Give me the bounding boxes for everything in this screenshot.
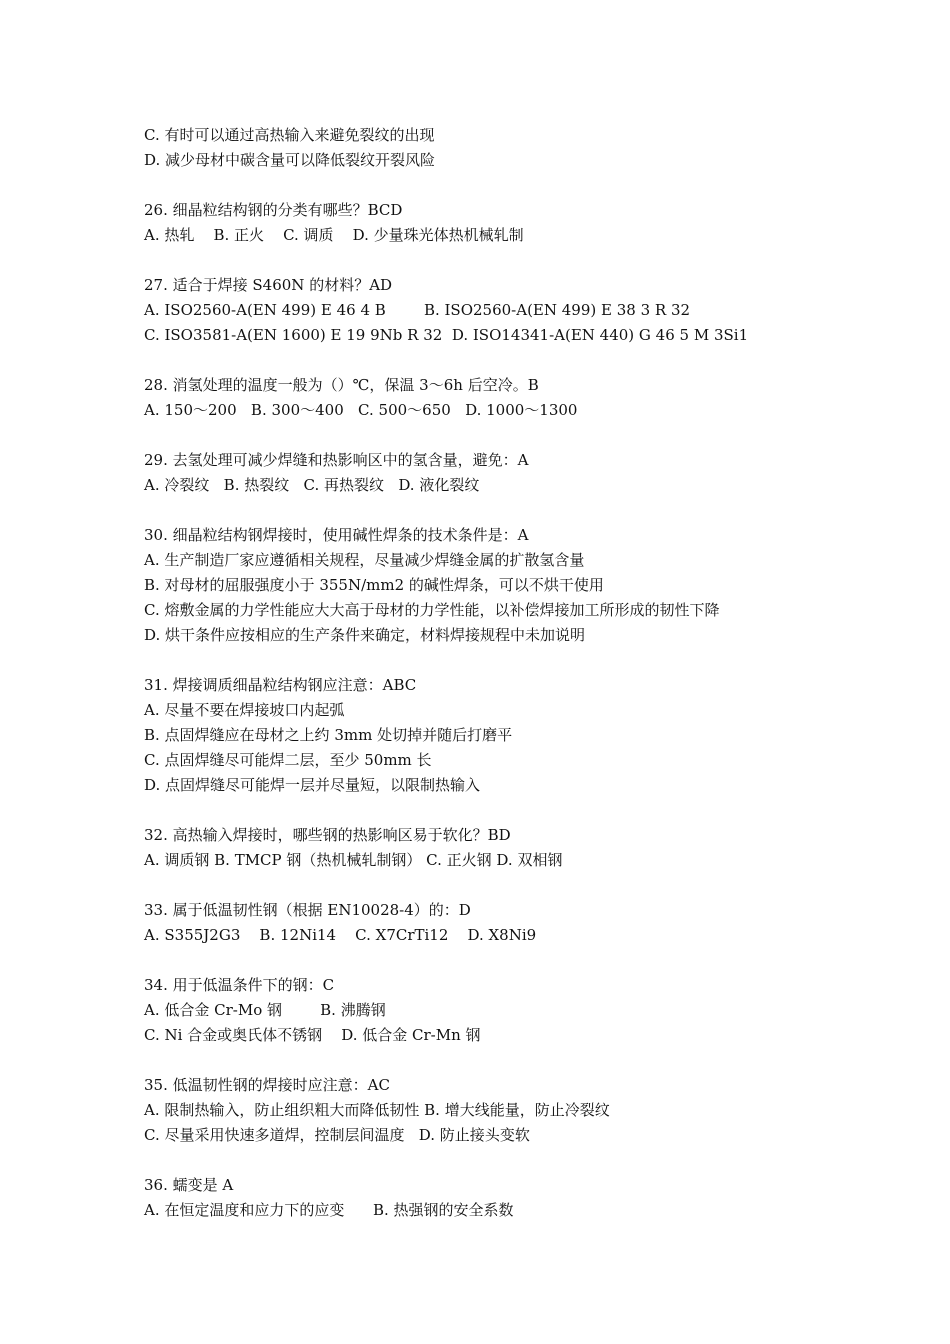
- question-line: 29. 去氢处理可减少焊缝和热影响区中的氢含量，避免：A: [144, 451, 529, 469]
- document-page: [144, 123, 924, 1223]
- text-line: A. ISO2560-A(EN 499) E 46 4 B B. ISO2560-A(EN 499) E 38 3 R 32: [144, 301, 691, 319]
- paragraph-gap: [144, 248, 924, 273]
- question-line: 36. 蠕变是 A: [144, 1176, 234, 1194]
- text-line: C. 熔敷金属的力学性能应大大高于母材的力学性能，以补偿焊接加工所形成的韧性下降: [144, 601, 720, 619]
- text-line: B. 点固焊缝应在母材之上约 3mm 处切掉并随后打磨平: [144, 726, 513, 744]
- text-line: A. 调质钢 B. TMCP 钢（热机械轧制钢） C. 正火钢 D. 双相钢: [144, 851, 563, 869]
- paragraph-gap: [144, 423, 924, 448]
- question-line: 30. 细晶粒结构钢焊接时，使用碱性焊条的技术条件是：A: [144, 526, 529, 544]
- text-line: A. 生产制造厂家应遵循相关规程，尽量减少焊缝金属的扩散氢含量: [144, 551, 585, 569]
- text-line: A. S355J2G3 B. 12Ni14 C. X7CrTi12 D. X8Ni9: [144, 926, 537, 944]
- paragraph-gap: [144, 798, 924, 823]
- text-line: A. 尽量不要在焊接坡口内起弧: [144, 701, 345, 719]
- paragraph-gap: [144, 498, 924, 523]
- paragraph-gap: [144, 1148, 924, 1173]
- text-line: C. ISO3581-A(EN 1600) E 19 9Nb R 32 D. ISO14341-A(EN 440) G 46 5 M 3Si1: [144, 326, 749, 344]
- question-line: 34. 用于低温条件下的钢：C: [144, 976, 335, 994]
- paragraph-gap: [144, 873, 924, 898]
- text-line: B. 对母材的屈服强度小于 355N/mm2 的碱性焊条，可以不烘干使用: [144, 576, 604, 594]
- text-line: C. 尽量采用快速多道焊，控制层间温度 D. 防止接头变软: [144, 1126, 530, 1144]
- text-line: A. 150～200 B. 300～400 C. 500～650 D. 1000～1300: [144, 401, 578, 419]
- text-line: D. 烘干条件应按相应的生产条件来确定，材料焊接规程中未加说明: [144, 626, 586, 644]
- text-line: A. 在恒定温度和应力下的应变 B. 热强钢的安全系数: [144, 1201, 514, 1219]
- paragraph-gap: [144, 948, 924, 973]
- question-line: 32. 高热输入焊接时，哪些钢的热影响区易于软化？BD: [144, 826, 511, 844]
- paragraph-gap: [144, 1048, 924, 1073]
- text-line: A. 低合金 Cr-Mo 钢 B. 沸腾钢: [144, 1001, 386, 1019]
- question-line: 28. 消氢处理的温度一般为（）℃，保温 3～6h 后空冷。B: [144, 376, 539, 394]
- question-line: 35. 低温韧性钢的焊接时应注意：AC: [144, 1076, 390, 1094]
- text-line: C. 点固焊缝尽可能焊二层，至少 50mm 长: [144, 751, 432, 769]
- text-line: A. 热轧 B. 正火 C. 调质 D. 少量珠光体热机械轧制: [144, 226, 524, 244]
- text-line: C. 有时可以通过高热输入来避免裂纹的出现: [144, 126, 435, 144]
- paragraph-gap: [144, 648, 924, 673]
- question-line: 26. 细晶粒结构钢的分类有哪些？BCD: [144, 201, 403, 219]
- question-line: 27. 适合于焊接 S460N 的材料？AD: [144, 276, 393, 294]
- text-line: A. 限制热输入，防止组织粗大而降低韧性 B. 增大线能量，防止冷裂纹: [144, 1101, 610, 1119]
- text-line: D. 点固焊缝尽可能焊一层并尽量短，以限制热输入: [144, 776, 481, 794]
- paragraph-gap: [144, 348, 924, 373]
- paragraph-gap: [144, 173, 924, 198]
- question-line: 33. 属于低温韧性钢（根据 EN10028-4）的：D: [144, 901, 471, 919]
- text-line: A. 冷裂纹 B. 热裂纹 C. 再热裂纹 D. 液化裂纹: [144, 476, 480, 494]
- text-line: C. Ni 合金或奥氏体不锈钢 D. 低合金 Cr-Mn 钢: [144, 1026, 481, 1044]
- question-line: 31. 焊接调质细晶粒结构钢应注意：ABC: [144, 676, 417, 694]
- text-line: D. 减少母材中碳含量可以降低裂纹开裂风险: [144, 151, 436, 169]
